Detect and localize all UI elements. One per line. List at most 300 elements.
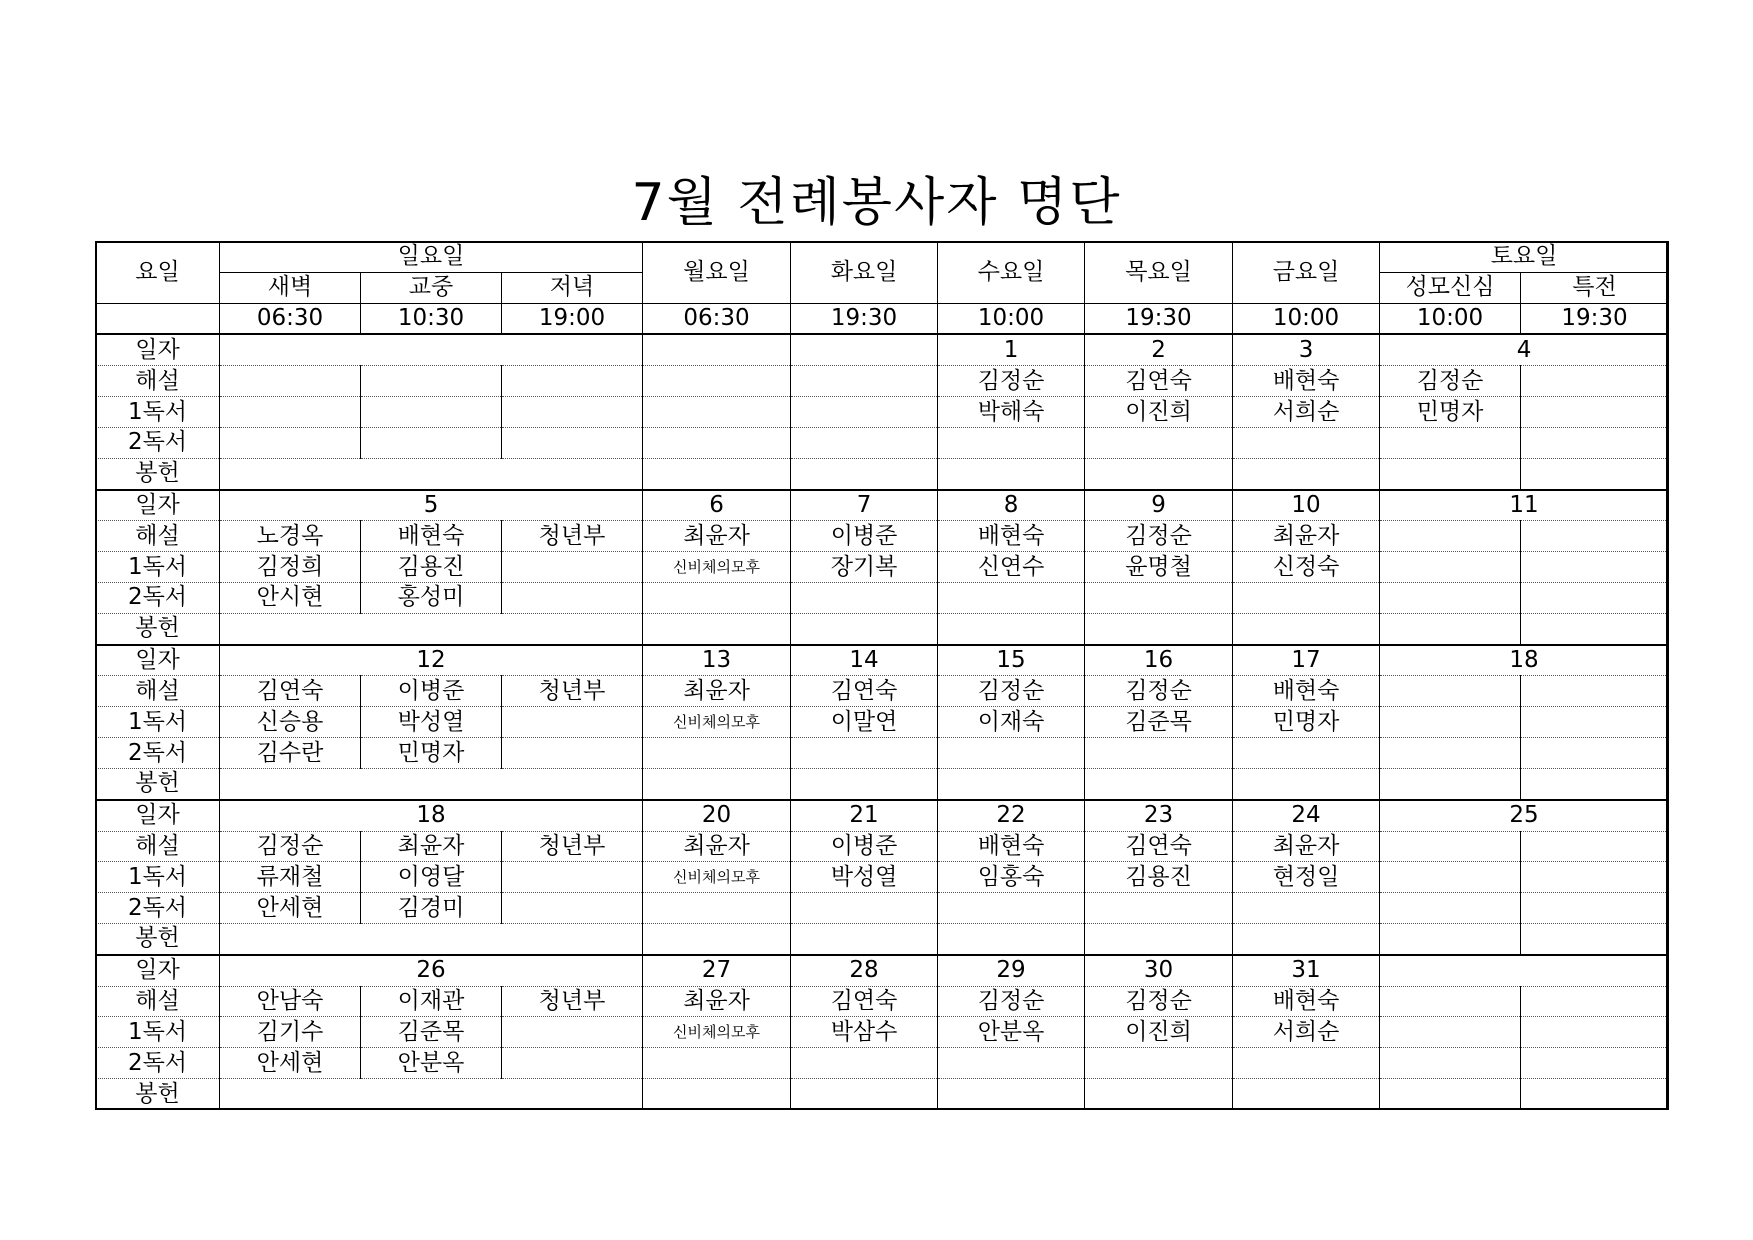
assignment-cell: 김준목 <box>1085 707 1233 738</box>
assignment-cell <box>938 768 1085 799</box>
assignment-cell: 청년부 <box>502 831 643 862</box>
row-label-reading2: 2독서 <box>96 893 220 924</box>
assignment-cell <box>220 613 643 644</box>
assignment-cell <box>1521 397 1669 428</box>
assignment-cell: 최윤자 <box>643 676 791 707</box>
assignment-cell: 홍성미 <box>361 583 502 614</box>
assignment-cell <box>502 893 643 924</box>
date-tuesday: 28 <box>791 955 938 986</box>
date-monday <box>643 334 791 365</box>
assignment-cell <box>1380 986 1521 1017</box>
schedule-sheet <box>95 241 1668 1110</box>
assignment-cell: 임홍숙 <box>938 862 1085 893</box>
row-label-commentary: 해설 <box>96 521 220 552</box>
assignment-cell <box>938 613 1085 644</box>
date-thursday: 23 <box>1085 800 1233 831</box>
assignment-cell <box>1380 583 1521 614</box>
date-sunday: 18 <box>220 800 643 831</box>
date-thursday: 2 <box>1085 334 1233 365</box>
assignment-cell: 최윤자 <box>643 986 791 1017</box>
assignment-cell <box>1380 893 1521 924</box>
week-reading1-row <box>96 397 1669 428</box>
date-tuesday <box>791 334 938 365</box>
header-sunday: 일요일 <box>220 242 643 273</box>
assignment-cell: 김연숙 <box>1085 366 1233 397</box>
assignment-cell <box>643 366 791 397</box>
header-wednesday: 수요일 <box>938 242 1085 304</box>
assignment-cell: 이병준 <box>361 676 502 707</box>
assignment-cell <box>502 552 643 583</box>
assignment-cell <box>1521 366 1669 397</box>
row-label-reading2: 2독서 <box>96 583 220 614</box>
assignment-cell: 김경미 <box>361 893 502 924</box>
assignment-cell <box>1380 427 1521 458</box>
assignment-cell: 최윤자 <box>1233 521 1380 552</box>
date-sunday <box>220 334 643 365</box>
assignment-cell <box>1085 1048 1233 1079</box>
row-label-offering: 봉헌 <box>96 768 220 799</box>
assignment-cell <box>643 583 791 614</box>
page-title: 7월 전례봉사자 명단 <box>631 173 1122 233</box>
week-reading2-row <box>96 1048 1669 1079</box>
assignment-cell <box>643 397 791 428</box>
assignment-cell: 청년부 <box>502 521 643 552</box>
assignment-cell <box>643 768 791 799</box>
assignment-cell <box>938 1079 1085 1110</box>
date-monday: 6 <box>643 490 791 521</box>
assignment-cell <box>220 924 643 955</box>
assignment-cell <box>1521 613 1669 644</box>
assignment-cell: 박삼수 <box>791 1017 938 1048</box>
assignment-cell <box>1380 613 1521 644</box>
header-time-blank <box>96 303 220 334</box>
week-reading2-row <box>96 738 1669 769</box>
assignment-cell: 배현숙 <box>938 831 1085 862</box>
header-row-days <box>96 242 1669 273</box>
assignment-cell <box>938 458 1085 489</box>
header-sunday-evening: 저녁 <box>502 272 643 303</box>
assignment-cell <box>502 1017 643 1048</box>
assignment-cell: 최윤자 <box>643 521 791 552</box>
header-time: 10:30 <box>361 303 502 334</box>
assignment-cell: 서희순 <box>1233 1017 1380 1048</box>
assignment-cell: 이영달 <box>361 862 502 893</box>
assignment-cell <box>502 707 643 738</box>
assignment-cell: 김정순 <box>1380 366 1521 397</box>
assignment-cell <box>220 427 361 458</box>
assignment-cell <box>791 738 938 769</box>
assignment-cell: 최윤자 <box>361 831 502 862</box>
assignment-cell: 안세현 <box>220 893 361 924</box>
assignment-cell <box>502 366 643 397</box>
assignment-cell: 김연숙 <box>791 986 938 1017</box>
assignment-cell <box>1521 458 1669 489</box>
date-saturday <box>1380 955 1669 986</box>
assignment-cell: 안분옥 <box>938 1017 1085 1048</box>
assignment-cell: 이진희 <box>1085 397 1233 428</box>
assignment-cell <box>938 427 1085 458</box>
assignment-cell <box>1521 1079 1669 1110</box>
header-saturday: 토요일 <box>1380 242 1669 273</box>
date-tuesday: 14 <box>791 645 938 676</box>
date-wednesday: 15 <box>938 645 1085 676</box>
week-commentary-row <box>96 521 1669 552</box>
assignment-cell <box>1380 831 1521 862</box>
date-sunday: 5 <box>220 490 643 521</box>
row-label-date: 일자 <box>96 800 220 831</box>
assignment-cell: 민명자 <box>361 738 502 769</box>
assignment-cell <box>1521 738 1669 769</box>
week-offering-row <box>96 458 1669 489</box>
assignment-cell <box>502 397 643 428</box>
header-time: 10:00 <box>1233 303 1380 334</box>
assignment-cell: 김정순 <box>938 986 1085 1017</box>
week-date-row <box>96 334 1669 365</box>
assignment-cell: 신비체의모후 <box>643 862 791 893</box>
date-wednesday: 8 <box>938 490 1085 521</box>
header-saturday-marian: 성모신심 <box>1380 272 1521 303</box>
assignment-cell <box>1521 676 1669 707</box>
header-time: 19:30 <box>1521 303 1669 334</box>
week-reading1-row <box>96 552 1669 583</box>
date-friday: 31 <box>1233 955 1380 986</box>
assignment-cell: 장기복 <box>791 552 938 583</box>
assignment-cell <box>643 427 791 458</box>
week-reading2-row <box>96 583 1669 614</box>
assignment-cell <box>938 1048 1085 1079</box>
assignment-cell <box>938 924 1085 955</box>
assignment-cell <box>1233 893 1380 924</box>
assignment-cell <box>502 738 643 769</box>
assignment-cell <box>220 366 361 397</box>
row-label-reading1: 1독서 <box>96 552 220 583</box>
assignment-cell: 김연숙 <box>220 676 361 707</box>
header-sunday-main: 교중 <box>361 272 502 303</box>
header-time: 10:00 <box>1380 303 1521 334</box>
assignment-cell: 이말연 <box>791 707 938 738</box>
assignment-cell: 이진희 <box>1085 1017 1233 1048</box>
assignment-cell <box>1085 738 1233 769</box>
header-time: 06:30 <box>643 303 791 334</box>
assignment-cell <box>791 893 938 924</box>
header-time: 19:30 <box>1085 303 1233 334</box>
assignment-cell: 김연숙 <box>791 676 938 707</box>
row-label-date: 일자 <box>96 645 220 676</box>
date-sunday: 26 <box>220 955 643 986</box>
assignment-cell <box>791 366 938 397</box>
assignment-cell <box>643 458 791 489</box>
week-date-row <box>96 800 1669 831</box>
week-commentary-row <box>96 986 1669 1017</box>
assignment-cell <box>1085 458 1233 489</box>
assignment-cell <box>1521 924 1669 955</box>
assignment-cell <box>1521 1048 1669 1079</box>
assignment-cell <box>643 613 791 644</box>
assignment-cell: 청년부 <box>502 676 643 707</box>
date-saturday: 25 <box>1380 800 1669 831</box>
header-time: 06:30 <box>220 303 361 334</box>
row-label-reading1: 1독서 <box>96 1017 220 1048</box>
week-offering-row <box>96 924 1669 955</box>
header-day-label: 요일 <box>96 242 220 304</box>
date-wednesday: 1 <box>938 334 1085 365</box>
date-tuesday: 7 <box>791 490 938 521</box>
assignment-cell: 서희순 <box>1233 397 1380 428</box>
assignment-cell <box>1380 1017 1521 1048</box>
assignment-cell: 김정순 <box>1085 521 1233 552</box>
assignment-cell <box>1233 924 1380 955</box>
assignment-cell: 윤명철 <box>1085 552 1233 583</box>
assignment-cell: 배현숙 <box>361 521 502 552</box>
assignment-cell <box>791 924 938 955</box>
assignment-cell: 배현숙 <box>1233 676 1380 707</box>
week-offering-row <box>96 1079 1669 1110</box>
assignment-cell <box>938 583 1085 614</box>
assignment-cell <box>1233 613 1380 644</box>
week-date-row <box>96 490 1669 521</box>
date-monday: 27 <box>643 955 791 986</box>
assignment-cell: 현정일 <box>1233 862 1380 893</box>
row-label-date: 일자 <box>96 955 220 986</box>
assignment-cell <box>220 397 361 428</box>
row-label-commentary: 해설 <box>96 366 220 397</box>
assignment-cell <box>1521 831 1669 862</box>
row-label-date: 일자 <box>96 334 220 365</box>
row-label-commentary: 해설 <box>96 676 220 707</box>
assignment-cell <box>1380 738 1521 769</box>
assignment-cell <box>1380 768 1521 799</box>
assignment-cell <box>502 1048 643 1079</box>
assignment-cell <box>1233 768 1380 799</box>
assignment-cell <box>1085 1079 1233 1110</box>
week-reading1-row <box>96 707 1669 738</box>
assignment-cell: 이병준 <box>791 521 938 552</box>
header-time: 10:00 <box>938 303 1085 334</box>
assignment-cell <box>1380 1048 1521 1079</box>
row-label-reading2: 2독서 <box>96 427 220 458</box>
header-thursday: 목요일 <box>1085 242 1233 304</box>
assignment-cell: 김정순 <box>938 366 1085 397</box>
assignment-cell <box>1233 427 1380 458</box>
week-reading2-row <box>96 893 1669 924</box>
assignment-cell <box>1233 1079 1380 1110</box>
assignment-cell <box>220 1079 643 1110</box>
assignment-cell: 청년부 <box>502 986 643 1017</box>
date-thursday: 9 <box>1085 490 1233 521</box>
assignment-cell <box>1521 768 1669 799</box>
assignment-cell <box>791 613 938 644</box>
assignment-cell <box>1233 458 1380 489</box>
assignment-cell: 안세현 <box>220 1048 361 1079</box>
assignment-cell: 박해숙 <box>938 397 1085 428</box>
assignment-cell <box>1380 1079 1521 1110</box>
row-label-reading1: 1독서 <box>96 397 220 428</box>
assignment-cell: 신비체의모후 <box>643 1017 791 1048</box>
assignment-cell: 박성열 <box>361 707 502 738</box>
assignment-cell <box>220 768 643 799</box>
assignment-cell <box>1521 427 1669 458</box>
row-label-commentary: 해설 <box>96 986 220 1017</box>
assignment-cell: 류재철 <box>220 862 361 893</box>
assignment-cell: 김기수 <box>220 1017 361 1048</box>
assignment-cell <box>1521 1017 1669 1048</box>
assignment-cell: 김연숙 <box>1085 831 1233 862</box>
assignment-cell <box>1233 738 1380 769</box>
assignment-cell: 신비체의모후 <box>643 707 791 738</box>
assignment-cell <box>643 893 791 924</box>
assignment-cell <box>1521 583 1669 614</box>
assignment-cell <box>361 397 502 428</box>
date-friday: 3 <box>1233 334 1380 365</box>
assignment-cell: 민명자 <box>1380 397 1521 428</box>
assignment-cell <box>1085 427 1233 458</box>
assignment-cell <box>643 1079 791 1110</box>
row-label-offering: 봉헌 <box>96 1079 220 1110</box>
assignment-cell <box>1085 893 1233 924</box>
assignment-cell <box>1380 552 1521 583</box>
assignment-cell <box>502 862 643 893</box>
assignment-cell <box>643 924 791 955</box>
header-monday: 월요일 <box>643 242 791 304</box>
assignment-cell <box>643 738 791 769</box>
assignment-cell: 김용진 <box>1085 862 1233 893</box>
header-time: 19:00 <box>502 303 643 334</box>
assignment-cell: 김용진 <box>361 552 502 583</box>
row-label-offering: 봉헌 <box>96 458 220 489</box>
assignment-cell: 김수란 <box>220 738 361 769</box>
assignment-cell: 최윤자 <box>643 831 791 862</box>
week-reading1-row <box>96 862 1669 893</box>
assignment-cell <box>220 458 643 489</box>
row-label-date: 일자 <box>96 490 220 521</box>
assignment-cell <box>502 583 643 614</box>
assignment-cell <box>1380 458 1521 489</box>
assignment-cell: 김정순 <box>938 676 1085 707</box>
assignment-cell <box>361 427 502 458</box>
week-date-row <box>96 955 1669 986</box>
assignment-cell: 김정희 <box>220 552 361 583</box>
assignment-cell: 신연수 <box>938 552 1085 583</box>
assignment-cell <box>1085 924 1233 955</box>
assignment-cell: 신정숙 <box>1233 552 1380 583</box>
assignment-cell <box>1521 862 1669 893</box>
week-reading1-row <box>96 1017 1669 1048</box>
assignment-cell: 배현숙 <box>938 521 1085 552</box>
assignment-cell: 신승용 <box>220 707 361 738</box>
assignment-cell: 이병준 <box>791 831 938 862</box>
assignment-cell <box>938 893 1085 924</box>
assignment-cell: 김정순 <box>220 831 361 862</box>
assignment-cell <box>1380 521 1521 552</box>
assignment-cell: 안분옥 <box>361 1048 502 1079</box>
assignment-cell <box>1380 676 1521 707</box>
week-reading2-row <box>96 427 1669 458</box>
date-thursday: 30 <box>1085 955 1233 986</box>
date-thursday: 16 <box>1085 645 1233 676</box>
date-wednesday: 29 <box>938 955 1085 986</box>
date-saturday: 11 <box>1380 490 1669 521</box>
assignment-cell <box>791 458 938 489</box>
date-monday: 13 <box>643 645 791 676</box>
assignment-cell <box>1085 613 1233 644</box>
date-wednesday: 22 <box>938 800 1085 831</box>
assignment-cell <box>1085 768 1233 799</box>
assignment-cell: 안남숙 <box>220 986 361 1017</box>
header-saturday-vigil: 특전 <box>1521 272 1669 303</box>
assignment-cell: 배현숙 <box>1233 366 1380 397</box>
assignment-cell <box>361 366 502 397</box>
row-label-offering: 봉헌 <box>96 924 220 955</box>
assignment-cell <box>791 1079 938 1110</box>
assignment-cell <box>1521 707 1669 738</box>
header-time: 19:30 <box>791 303 938 334</box>
row-label-reading1: 1독서 <box>96 862 220 893</box>
assignment-cell: 배현숙 <box>1233 986 1380 1017</box>
row-label-commentary: 해설 <box>96 831 220 862</box>
assignment-cell <box>1380 924 1521 955</box>
assignment-cell <box>791 397 938 428</box>
assignment-cell <box>1521 986 1669 1017</box>
assignment-cell: 김정순 <box>1085 676 1233 707</box>
assignment-cell <box>1521 893 1669 924</box>
assignment-cell <box>643 1048 791 1079</box>
assignment-cell <box>1380 707 1521 738</box>
week-date-row <box>96 645 1669 676</box>
assignment-cell: 김준목 <box>361 1017 502 1048</box>
date-friday: 17 <box>1233 645 1380 676</box>
week-offering-row <box>96 768 1669 799</box>
week-offering-row <box>96 613 1669 644</box>
assignment-cell <box>938 738 1085 769</box>
assignment-cell: 노경옥 <box>220 521 361 552</box>
assignment-cell: 박성열 <box>791 862 938 893</box>
assignment-cell <box>791 427 938 458</box>
schedule-table <box>95 241 1669 1110</box>
assignment-cell: 안시현 <box>220 583 361 614</box>
header-friday: 금요일 <box>1233 242 1380 304</box>
header-row-times <box>96 303 1669 334</box>
assignment-cell <box>1380 862 1521 893</box>
assignment-cell <box>502 427 643 458</box>
week-commentary-row <box>96 676 1669 707</box>
row-label-reading1: 1독서 <box>96 707 220 738</box>
assignment-cell: 이재숙 <box>938 707 1085 738</box>
assignment-cell: 이재관 <box>361 986 502 1017</box>
row-label-offering: 봉헌 <box>96 613 220 644</box>
date-saturday: 4 <box>1380 334 1669 365</box>
row-label-reading2: 2독서 <box>96 1048 220 1079</box>
date-monday: 20 <box>643 800 791 831</box>
assignment-cell <box>1085 583 1233 614</box>
assignment-cell <box>1521 521 1669 552</box>
week-commentary-row <box>96 831 1669 862</box>
assignment-cell <box>1521 552 1669 583</box>
assignment-cell: 민명자 <box>1233 707 1380 738</box>
date-friday: 10 <box>1233 490 1380 521</box>
assignment-cell: 신비체의모후 <box>643 552 791 583</box>
row-label-reading2: 2독서 <box>96 738 220 769</box>
week-commentary-row <box>96 366 1669 397</box>
assignment-cell <box>791 583 938 614</box>
date-friday: 24 <box>1233 800 1380 831</box>
assignment-cell <box>791 1048 938 1079</box>
date-sunday: 12 <box>220 645 643 676</box>
header-sunday-dawn: 새벽 <box>220 272 361 303</box>
assignment-cell <box>1233 583 1380 614</box>
header-tuesday: 화요일 <box>791 242 938 304</box>
date-tuesday: 21 <box>791 800 938 831</box>
assignment-cell: 김정순 <box>1085 986 1233 1017</box>
